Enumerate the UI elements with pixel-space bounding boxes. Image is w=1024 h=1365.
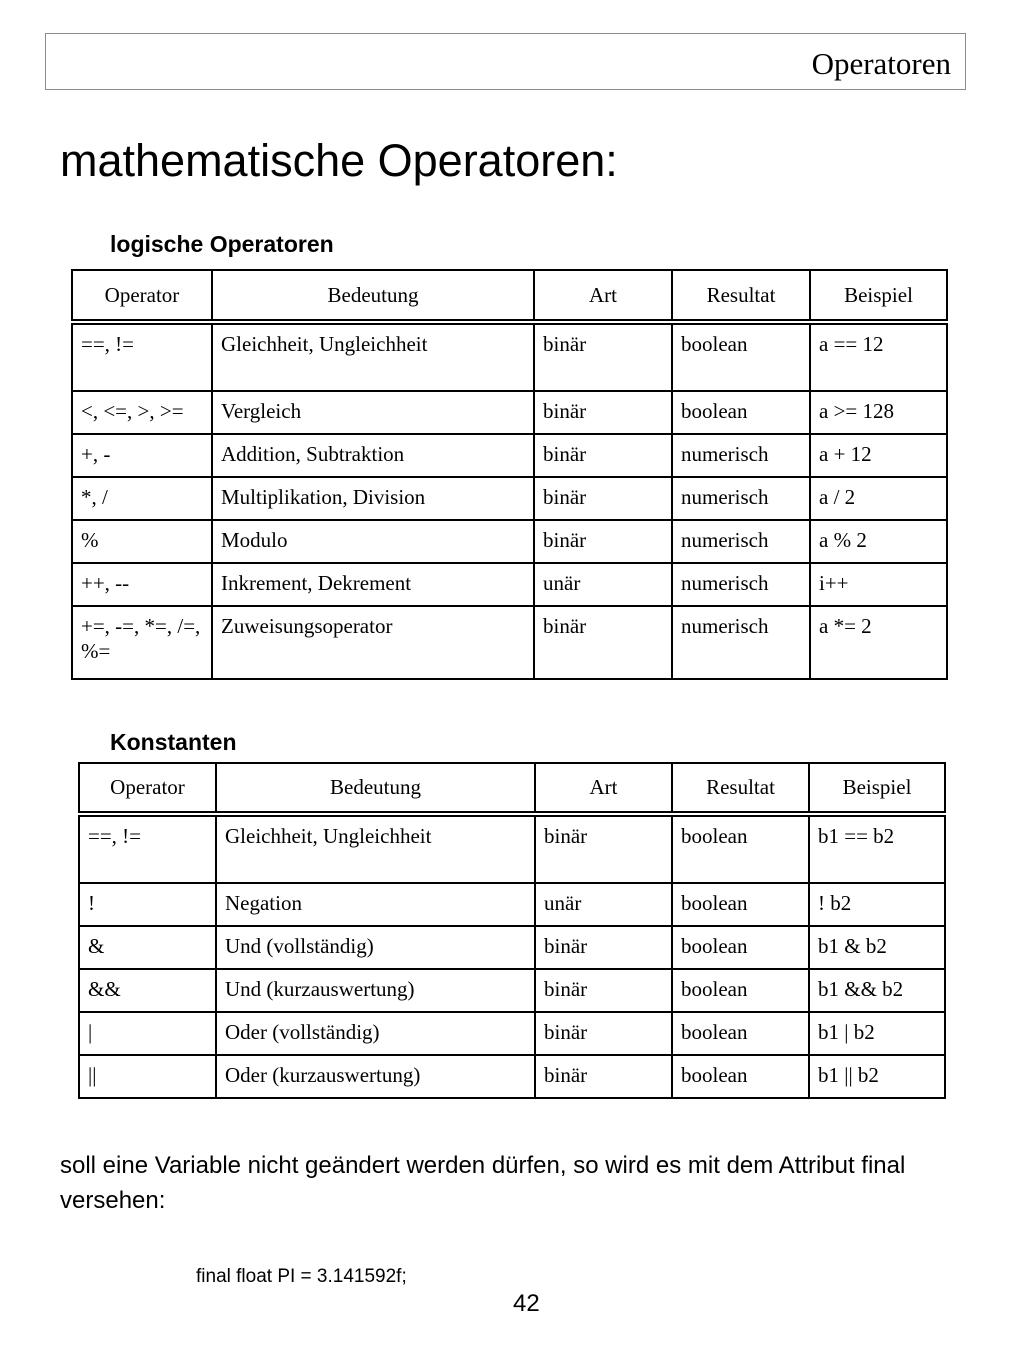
cell-resultat: numerisch bbox=[672, 606, 810, 679]
cell-art: binär bbox=[534, 606, 672, 679]
cell-resultat: boolean bbox=[672, 391, 810, 434]
cell-art: binär bbox=[535, 926, 672, 969]
cell-operator: *, / bbox=[72, 477, 212, 520]
constants-label: Konstanten bbox=[110, 729, 237, 755]
code-example: final float PI = 3.141592f; bbox=[196, 1266, 407, 1287]
cell-beispiel: b1 & b2 bbox=[809, 926, 945, 969]
cell-bedeutung: Oder (vollständig) bbox=[216, 1012, 535, 1055]
cell-beispiel: a *= 2 bbox=[810, 606, 947, 679]
table-row bbox=[72, 322, 947, 391]
cell-operator: % bbox=[72, 520, 212, 563]
cell-operator: | bbox=[79, 1012, 216, 1055]
table-row bbox=[79, 1055, 945, 1098]
column-header-operator: Operator bbox=[79, 763, 216, 814]
cell-beispiel: b1 && b2 bbox=[809, 969, 945, 1012]
cell-bedeutung: Addition, Subtraktion bbox=[212, 434, 534, 477]
cell-beispiel: b1 | b2 bbox=[809, 1012, 945, 1055]
cell-operator: +, - bbox=[72, 434, 212, 477]
cell-bedeutung: Inkrement, Dekrement bbox=[212, 563, 534, 606]
column-header-bedeutung: Bedeutung bbox=[216, 763, 535, 814]
cell-bedeutung: Und (vollständig) bbox=[216, 926, 535, 969]
cell-art: binär bbox=[535, 1012, 672, 1055]
cell-beispiel: i++ bbox=[810, 563, 947, 606]
cell-resultat: boolean bbox=[672, 814, 809, 883]
header-title: Operatoren bbox=[811, 46, 951, 81]
cell-art: binär bbox=[535, 969, 672, 1012]
cell-bedeutung: Negation bbox=[216, 883, 535, 926]
logical-operators-table bbox=[71, 269, 948, 680]
table-row bbox=[79, 883, 945, 926]
body-text: soll eine Variable nicht geändert werden dürfen, so wird es mit dem Attribut final versehen: bbox=[60, 1152, 906, 1214]
cell-bedeutung: Gleichheit, Ungleichheit bbox=[216, 814, 535, 883]
cell-bedeutung: Vergleich bbox=[212, 391, 534, 434]
cell-bedeutung: Und (kurzauswertung) bbox=[216, 969, 535, 1012]
column-header-art: Art bbox=[535, 763, 672, 814]
cell-resultat: numerisch bbox=[672, 563, 810, 606]
cell-art: binär bbox=[535, 814, 672, 883]
cell-operator: <, <=, >, >= bbox=[72, 391, 212, 434]
cell-beispiel: a >= 128 bbox=[810, 391, 947, 434]
cell-bedeutung: Zuweisungsoperator bbox=[212, 606, 534, 679]
cell-bedeutung: Gleichheit, Ungleichheit bbox=[212, 322, 534, 391]
table-header-row bbox=[79, 763, 945, 814]
constants-table bbox=[78, 762, 946, 1099]
cell-beispiel: a == 12 bbox=[810, 322, 947, 391]
cell-art: binär bbox=[534, 391, 672, 434]
cell-beispiel: a % 2 bbox=[810, 520, 947, 563]
cell-operator: ++, -- bbox=[72, 563, 212, 606]
cell-resultat: numerisch bbox=[672, 520, 810, 563]
cell-resultat: boolean bbox=[672, 926, 809, 969]
cell-resultat: numerisch bbox=[672, 434, 810, 477]
table-row bbox=[72, 477, 947, 520]
cell-operator: && bbox=[79, 969, 216, 1012]
cell-art: unär bbox=[534, 563, 672, 606]
cell-beispiel: a / 2 bbox=[810, 477, 947, 520]
cell-art: binär bbox=[535, 1055, 672, 1098]
cell-beispiel: ! b2 bbox=[809, 883, 945, 926]
cell-art: binär bbox=[534, 322, 672, 391]
table-row bbox=[72, 606, 947, 679]
table-row bbox=[72, 434, 947, 477]
table-header-row bbox=[72, 270, 947, 322]
column-header-beispiel: Beispiel bbox=[810, 270, 947, 322]
column-header-resultat: Resultat bbox=[672, 270, 810, 322]
cell-art: binär bbox=[534, 477, 672, 520]
cell-art: binär bbox=[534, 520, 672, 563]
cell-operator: & bbox=[79, 926, 216, 969]
cell-beispiel: b1 == b2 bbox=[809, 814, 945, 883]
cell-operator: || bbox=[79, 1055, 216, 1098]
cell-operator: ==, != bbox=[72, 322, 212, 391]
column-header-operator: Operator bbox=[72, 270, 212, 322]
cell-bedeutung: Modulo bbox=[212, 520, 534, 563]
cell-resultat: numerisch bbox=[672, 477, 810, 520]
table-row bbox=[79, 926, 945, 969]
cell-art: unär bbox=[535, 883, 672, 926]
column-header-resultat: Resultat bbox=[672, 763, 809, 814]
cell-resultat: boolean bbox=[672, 1055, 809, 1098]
cell-operator: ! bbox=[79, 883, 216, 926]
table-row bbox=[79, 1012, 945, 1055]
cell-bedeutung: Multiplikation, Division bbox=[212, 477, 534, 520]
cell-operator: +=, -=, *=, /=, %= bbox=[72, 606, 212, 679]
table-row bbox=[79, 969, 945, 1012]
logical-operators-label: logische Operatoren bbox=[110, 231, 334, 257]
cell-operator: ==, != bbox=[79, 814, 216, 883]
cell-beispiel: b1 || b2 bbox=[809, 1055, 945, 1098]
cell-resultat: boolean bbox=[672, 322, 810, 391]
cell-resultat: boolean bbox=[672, 1012, 809, 1055]
cell-art: binär bbox=[534, 434, 672, 477]
column-header-art: Art bbox=[534, 270, 672, 322]
table-row bbox=[72, 563, 947, 606]
cell-resultat: boolean bbox=[672, 883, 809, 926]
column-header-bedeutung: Bedeutung bbox=[212, 270, 534, 322]
table-row bbox=[72, 520, 947, 563]
page-title: mathematische Operatoren: bbox=[60, 135, 618, 186]
table-row bbox=[79, 814, 945, 883]
header-box bbox=[45, 33, 966, 90]
cell-resultat: boolean bbox=[672, 969, 809, 1012]
table-row bbox=[72, 391, 947, 434]
cell-bedeutung: Oder (kurzauswertung) bbox=[216, 1055, 535, 1098]
cell-beispiel: a + 12 bbox=[810, 434, 947, 477]
column-header-beispiel: Beispiel bbox=[809, 763, 945, 814]
page-number: 42 bbox=[513, 1290, 540, 1317]
